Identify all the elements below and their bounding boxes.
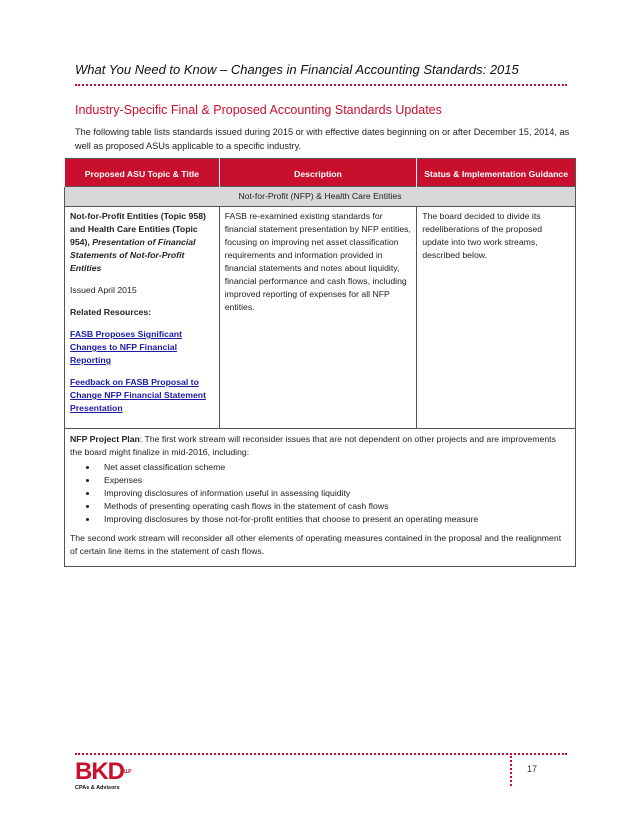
list-item: • Improving disclosures of information useful in assessing liquidity xyxy=(98,487,570,500)
topic-cell xyxy=(65,207,220,429)
related-resources-label: Related Resources: xyxy=(70,307,152,317)
description-cell: FASB re-examined existing standards for financial statement presentation by NFP entities, focusing on improving net asset classification requirements and information provided in financial statements and notes about liquidity, financial performance and cash flows, including improved reporting of expenses for all NFP entities. xyxy=(219,207,417,429)
plan-closing: The second work stream will reconsider all other elements of operating measures contained in the proposal and the realignment of certain line items in the statement of cash flows. xyxy=(70,533,562,556)
list-item: • Net asset classification scheme xyxy=(98,461,570,474)
table-row xyxy=(65,207,576,429)
header-divider xyxy=(75,84,567,86)
plan-label: NFP Project Plan xyxy=(70,434,140,444)
company-logo xyxy=(75,760,130,791)
column-header-status: Status & Implementation Guidance xyxy=(417,159,576,187)
plan-list xyxy=(70,461,570,526)
footer-vertical-divider xyxy=(510,756,512,786)
document-header-title: What You Need to Know – Changes in Financial Accounting Standards: 2015 xyxy=(75,62,519,77)
list-item: • Methods of presenting operating cash flows in the statement of cash flows xyxy=(98,500,570,513)
status-cell: The board decided to divide its redeliberations of the proposed update into two work streams, described below. xyxy=(417,207,576,429)
column-header-topic: Proposed ASU Topic & Title xyxy=(65,159,220,187)
footer-divider xyxy=(75,753,567,755)
logo-suffix: LLP xyxy=(124,769,131,775)
list-item: • Expenses xyxy=(98,474,570,487)
plan-lead: : The first work stream will reconsider issues that are not dependent on other projects and are improvements the board might finalize in mid-2016, including: xyxy=(70,434,556,457)
topic-subtitle: Presentation of Financial Statements of Not-for-Profit Entities xyxy=(70,237,196,273)
category-row: Not-for-Profit (NFP) & Health Care Entities xyxy=(65,187,576,207)
topic-title: Not-for-Profit Entities (Topic 958) and Health Care Entities (Topic 954), xyxy=(70,211,206,247)
plan-row xyxy=(65,429,576,567)
column-header-description: Description xyxy=(219,159,417,187)
logo-tagline: CPAs & Advisors xyxy=(75,785,120,791)
resource-link-proposal[interactable]: FASB Proposes Significant Changes to NFP Financial Reporting xyxy=(70,329,182,365)
list-item: • Improving disclosures by those not-for-profit entities that choose to present an operating measure xyxy=(98,513,570,526)
plan-cell xyxy=(65,429,576,567)
standards-table xyxy=(64,158,576,567)
issued-date: Issued April 2015 xyxy=(70,285,137,295)
resource-link-feedback[interactable]: Feedback on FASB Proposal to Change NFP Financial Statement Presentation xyxy=(70,377,206,413)
page-number: 17 xyxy=(527,764,538,774)
intro-paragraph: The following table lists standards issued during 2015 or with effective dates beginning on or after December 15, 2014, as well as proposed ASUs applicable to a specific industry. xyxy=(75,127,570,151)
logo-text: BKD xyxy=(75,758,124,785)
section-heading: Industry-Specific Final & Proposed Accounting Standards Updates xyxy=(75,103,442,117)
